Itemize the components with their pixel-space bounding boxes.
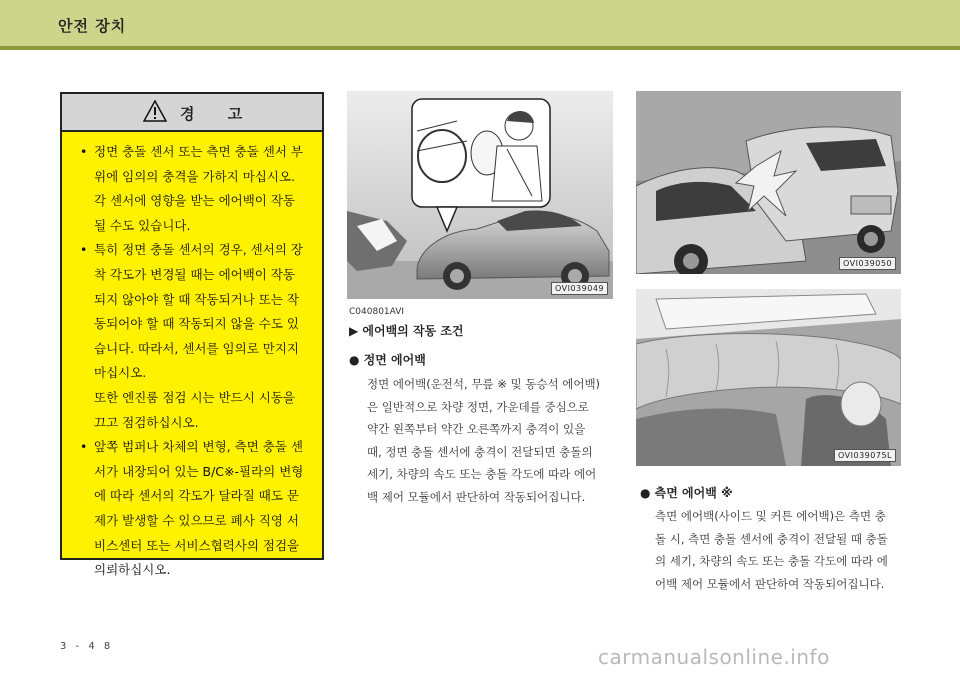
page-section-title: 안전 장치 xyxy=(58,17,127,35)
warning-line: 끄고 점검하십시오. xyxy=(94,414,199,430)
page-number: 3 - 4 8 xyxy=(60,641,114,652)
warning-line: • 앞쪽 범퍼나 차체의 변형, 측면 충돌 센 xyxy=(62,435,320,460)
paragraph-line: 돌 시, 측면 충돌 센서에 충격이 전달될 때 충돌 xyxy=(655,531,888,546)
paragraph-line: 백 제어 모듈에서 판단하여 작동되어집니다. xyxy=(367,489,586,504)
warning-line: • 특히 정면 충돌 센서의 경우, 센서의 장 xyxy=(62,238,320,263)
warning-line: 서가 내장되어 있는 B/C※-필라의 변형 xyxy=(94,463,304,479)
side-airbag-heading: ● 측면 에어백 ※ xyxy=(640,486,733,500)
warning-header xyxy=(62,94,322,132)
warning-line: 위에 임의의 충격을 가하지 마십시오. xyxy=(94,168,295,184)
paragraph-line: 어백 제어 모듈에서 판단하여 작동되어집니다. xyxy=(655,576,885,591)
warning-triangle-icon xyxy=(143,100,167,122)
paragraph-line: 은 일반적으로 차량 정면, 가운데를 중심으로 xyxy=(367,399,589,414)
warning-line: 제가 발생할 수 있으므로 폐사 직영 서 xyxy=(94,512,299,528)
paragraph-line: 세기, 차량의 속도 또는 충돌 각도에 따라 에어 xyxy=(367,467,597,481)
image-code-side: OVI039050 xyxy=(839,257,896,270)
front-airbag-heading: ● 정면 에어백 xyxy=(349,353,426,367)
paragraph-line: 측면 에어백(사이드 및 커튼 에어백)은 측면 충 xyxy=(655,509,886,523)
warning-line: 의뢰하십시오. xyxy=(94,562,171,578)
warning-line: 또한 엔진룸 점검 시는 반드시 시동을 xyxy=(94,389,295,405)
warning-line: 될 수도 있습니다. xyxy=(94,217,191,233)
warning-line: 에 따라 센서의 각도가 달라질 때도 문 xyxy=(94,488,299,504)
section-heading: ▶ 에어백의 작동 조건 xyxy=(349,324,464,338)
paragraph-line: 약간 왼쪽부터 약간 오른쪽까지 충격이 있을 xyxy=(367,422,586,436)
header-bar xyxy=(0,0,960,46)
side-crash-illustration xyxy=(636,91,901,274)
paragraph-line: 정면 에어백(운전석, 무릎 ※ 및 동승석 에어백) xyxy=(367,377,601,391)
warning-list xyxy=(62,140,320,583)
paragraph-line: 때, 정면 충돌 센서에 충격이 전달되면 충돌의 xyxy=(367,444,593,459)
section-code: C040801AVI xyxy=(349,307,405,317)
warning-line: 각 센서에 영향을 받는 에어백이 작동 xyxy=(94,193,295,209)
front-airbag-paragraph xyxy=(367,373,614,508)
side-airbag-paragraph xyxy=(655,505,902,595)
curtain-airbag-illustration xyxy=(636,289,901,466)
warning-line: 착 각도가 변경될 때는 에어백이 작동 xyxy=(94,266,295,282)
warning-line: 습니다. 따라서, 센서를 임의로 만지지 xyxy=(94,340,299,356)
paragraph-line: 의 세기, 차량의 속도 또는 충돌 각도에 따라 에 xyxy=(655,554,888,568)
warning-box xyxy=(60,92,324,578)
warning-title: 경 고 xyxy=(180,105,257,123)
warning-line: 비스센터 또는 서비스협력사의 점검을 xyxy=(94,537,300,553)
image-code-curtain: OVI039075L xyxy=(834,449,896,462)
warning-line: • 정면 충돌 센서 또는 측면 충돌 센서 부 xyxy=(62,140,320,165)
front-airbag-illustration xyxy=(347,91,613,299)
watermark: carmanualsonline.info xyxy=(598,645,830,669)
warning-line: 동되어야 할 때 작동되지 않을 수도 있 xyxy=(94,316,299,332)
header-rule xyxy=(0,46,960,50)
warning-line: 되지 않아야 할 때 작동되거나 또는 작 xyxy=(94,291,299,307)
warning-line: 마십시오. xyxy=(94,365,147,381)
image-code-front: OVI039049 xyxy=(551,282,608,295)
